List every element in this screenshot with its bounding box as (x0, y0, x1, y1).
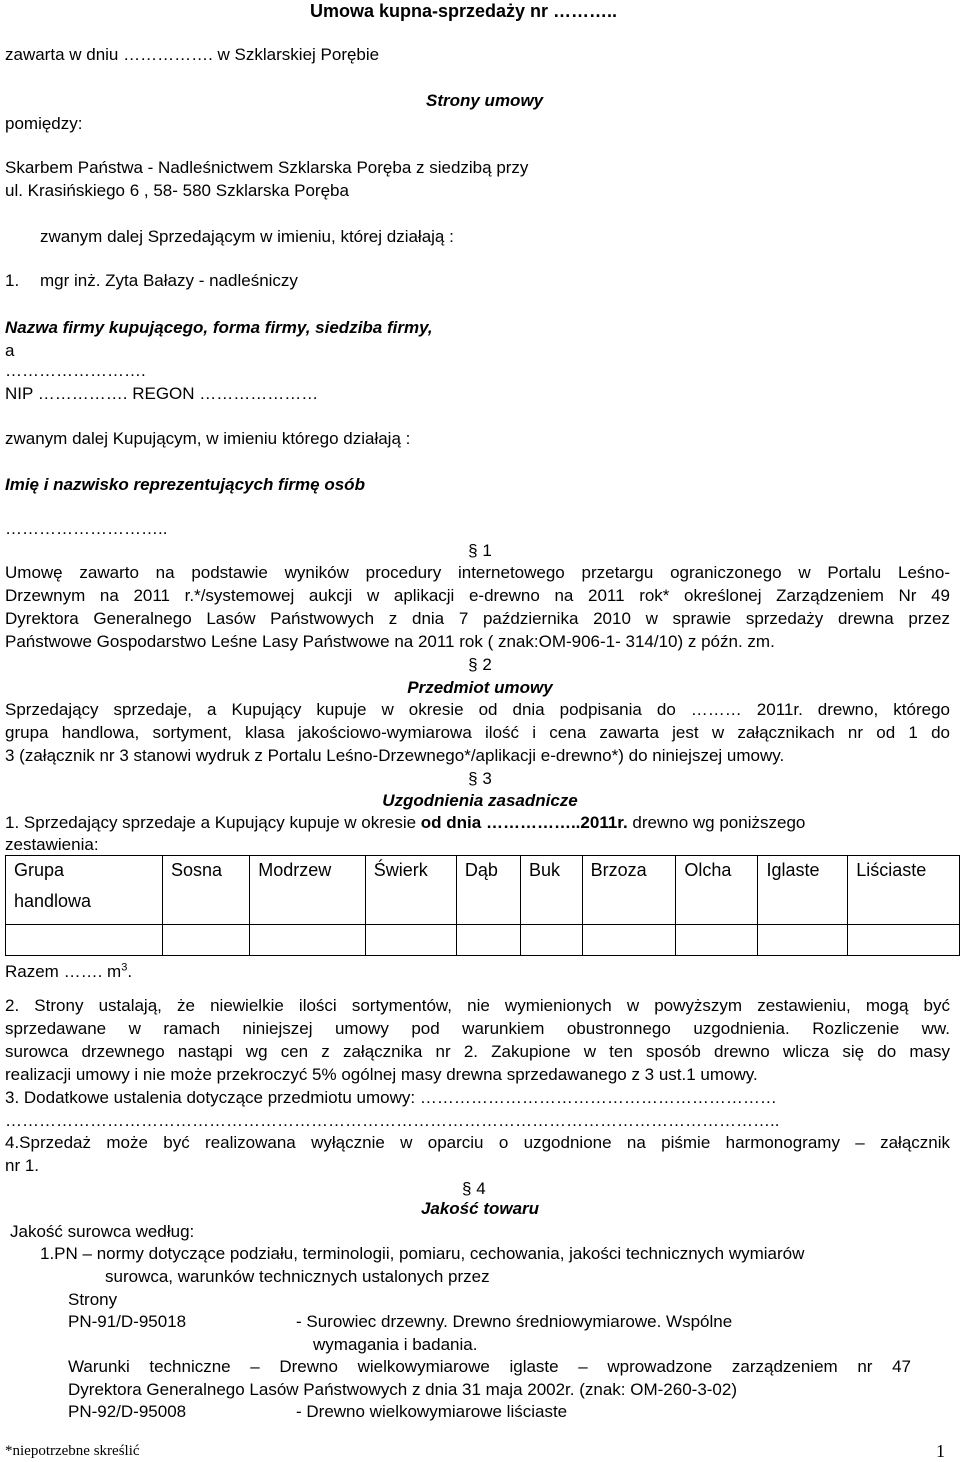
table-header-cell: Olcha (676, 856, 758, 925)
section-3-point-2-line-3: surowca drzewnego nastąpi wg cen z załącznika nr 2. Zakupione w ten sposób drewno wlicza się do masy (5, 1042, 950, 1061)
section-3-point-1 (5, 812, 805, 834)
signatory-name: mgr inż. Zyta Bałazy - nadleśniczy (40, 271, 298, 290)
section-number: 1 (482, 541, 492, 560)
group-label: Grupa (14, 860, 65, 880)
table-header-cell: Liściaste (848, 856, 960, 925)
buyer-dots: ……………………. (5, 361, 146, 380)
section-3-point-3-line-1: 3. Dodatkowe ustalenia dotyczące przedmiotu umowy: ……………………………………………………… (5, 1088, 777, 1107)
razem-end: . (127, 962, 133, 981)
paragraph-symbol: § (468, 655, 478, 674)
table-cell (521, 925, 583, 956)
section-3-point-4-line-1: 4.Sprzedaż może być realizowana wyłącznie w oparciu o uzgodnione na piśmie harmonogramy – załącznik (5, 1133, 950, 1152)
pn-line-1: 1.PN – normy dotyczące podziału, terminologii, pomiaru, cechowania, jakości technicznych wymiarów (40, 1244, 805, 1263)
contract-date-line: zawarta w dniu ……………. w Szklarskiej Porębie (5, 45, 380, 64)
standard-2-code: PN-92/D-95008 (68, 1402, 187, 1421)
seller-line-2: ul. Krasińskiego 6 , 58- 580 Szklarska Poręba (5, 181, 349, 200)
section-1-line-1: Umowę zawarto na podstawie wyników procedury internetowego przetargu ograniczonego w Portalu Leśno- (5, 563, 950, 582)
buyer-called: zwanym dalej Kupującym, w imieniu którego działają : (5, 429, 411, 448)
standard-1-description: - Surowiec drzewny. Drewno średniowymiarowe. Wspólne (296, 1312, 733, 1331)
standard-1-description-line-2: wymagania i badania. (313, 1335, 478, 1354)
table-header-row (6, 856, 960, 925)
table-header-cell: Sosna (163, 856, 250, 925)
strony-label: Strony (68, 1290, 118, 1309)
paragraph-symbol: § (462, 1179, 472, 1198)
nip-regon-line: NIP ……………. REGON ………………… (5, 384, 319, 403)
section-3-marker (0, 768, 960, 790)
razem-label: Razem ……. m (5, 962, 122, 981)
section-4-heading: Jakość towaru (420, 1199, 540, 1218)
buyer-heading: Nazwa firmy kupującego, forma firmy, siedziba firmy, (5, 318, 433, 337)
section-2-line-1: Sprzedający sprzedaje, a Kupujący kupuje w okresie od dnia podpisania do ……… 2011r. drewno, którego (5, 700, 950, 719)
section-2-heading: Przedmiot umowy (407, 678, 553, 697)
section-number: 3 (482, 769, 492, 788)
point-1-date: od dnia ……………..2011r. (420, 813, 628, 832)
table-cell (758, 925, 848, 956)
quality-intro: Jakość surowca według: (10, 1222, 195, 1241)
table-cell (365, 925, 456, 956)
between-label: pomiędzy: (5, 114, 83, 133)
table-cell (676, 925, 758, 956)
section-3-point-3-line-2: ……………………………………………………………………………………………………………………….. (5, 1111, 780, 1130)
signatory-number: 1. (5, 271, 20, 290)
point-1-end: drewno wg poniższego (627, 813, 806, 832)
section-2-line-3: 3 (załącznik nr 3 stanowi wydruk z Portalu Leśno-Drzewnego*/aplikacji e-drewno*) do niniejszej umowy. (5, 746, 785, 765)
point-1-text: 1. Sprzedający sprzedaje a Kupujący kupuje w okresie (5, 813, 421, 832)
warunki-line-2: Dyrektora Generalnego Lasów Państwowych z dnia 31 maja 2002r. (znak: OM-260-3-02) (68, 1380, 738, 1399)
section-3-point-2-line-1: 2. Strony ustalają, że niewielkie ilości sortymentów, nie wymienionych w powyższym zestawieniu, mogą być (5, 996, 950, 1015)
paragraph-symbol: § (468, 541, 478, 560)
page-number: 1 (936, 1441, 945, 1461)
paragraph-symbol: § (468, 769, 478, 788)
section-1-line-4: Państwowe Gospodarstwo Leśne Lasy Państwowe na 2011 rok ( znak:OM-906-1- 314/10) z późn. zm. (5, 632, 775, 651)
section-3-heading: Uzgodnienia zasadnicze (382, 791, 578, 810)
parties-heading: Strony umowy (426, 91, 544, 110)
table-cell (582, 925, 676, 956)
table-cell (250, 925, 365, 956)
table-cell (848, 925, 960, 956)
buyer-a: a (5, 341, 15, 360)
table-header-cell: Modrzew (250, 856, 365, 925)
seller-called: zwanym dalej Sprzedającym w imieniu, której działają : (40, 227, 454, 246)
section-1-line-2: Drzewnym na 2011 r.*/systemowej aukcji w aplikacji e-drewno na 2011 rok* określonej Zarządzeniem Nr 49 (5, 586, 950, 605)
table-cell (6, 925, 163, 956)
standard-1-code: PN-91/D-95018 (68, 1312, 187, 1331)
pn-line-2: surowca, warunków technicznych ustalonych przez (105, 1267, 490, 1286)
table-header-cell: Brzoza (582, 856, 676, 925)
section-3-point-2-line-4: realizacji umowy i nie może przekroczyć 5% ogólnej masy drewna sprzedawanego z 3 ust.1 umowy. (5, 1065, 758, 1084)
document-title: Umowa kupna-sprzedaży nr ……….. (310, 1, 618, 21)
group-label-line-2: handlowa (14, 891, 92, 911)
table-cell (163, 925, 250, 956)
section-2-line-2: grupa handlowa, sortyment, klasa jakościowo-wymiarowa ilość i cena zawarta jest w załącznikach nr od 1 do (5, 723, 950, 742)
section-3-point-1-line-2: zestawienia: (5, 835, 99, 854)
table-header-cell (6, 856, 163, 925)
section-3-point-2-line-2: sprzedawane w ramach niniejszej umowy pod warunkiem obustronnego uzgodnienia. Rozliczenie ww. (5, 1019, 950, 1038)
representatives-heading: Imię i nazwisko reprezentujących firmę osób (5, 475, 365, 494)
table-row (6, 925, 960, 956)
table-header-cell: Iglaste (758, 856, 848, 925)
razem-line (5, 961, 132, 983)
table-header-cell: Świerk (365, 856, 456, 925)
warunki-line-1: Warunki techniczne – Drewno wielkowymiarowe iglaste – wprowadzone zarządzeniem nr 47 (68, 1357, 911, 1376)
standard-2-description: - Drewno wielkowymiarowe liściaste (296, 1402, 568, 1421)
seller-line-1: Skarbem Państwa - Nadleśnictwem Szklarska Poręba z siedzibą przy (5, 158, 529, 177)
table-header-cell: Dąb (456, 856, 520, 925)
razem-unit-exponent: 3 (121, 961, 128, 974)
table-header-cell: Buk (521, 856, 583, 925)
section-number: 4 (476, 1179, 486, 1198)
section-4-marker (462, 1178, 486, 1200)
section-1-marker (0, 540, 960, 562)
footnote: *niepotrzebne skreślić (5, 1443, 140, 1459)
representatives-dots: ……………………….. (5, 519, 168, 538)
section-2-marker (0, 654, 960, 676)
section-number: 2 (482, 655, 492, 674)
section-1-line-3: Dyrektora Generalnego Lasów Państwowych z dnia 7 października 2010 w sprawie sprzedaży drewna przez (5, 609, 950, 628)
section-3-point-4-line-2: nr 1. (5, 1156, 40, 1175)
wood-quantity-table (5, 855, 960, 956)
table-cell (456, 925, 520, 956)
